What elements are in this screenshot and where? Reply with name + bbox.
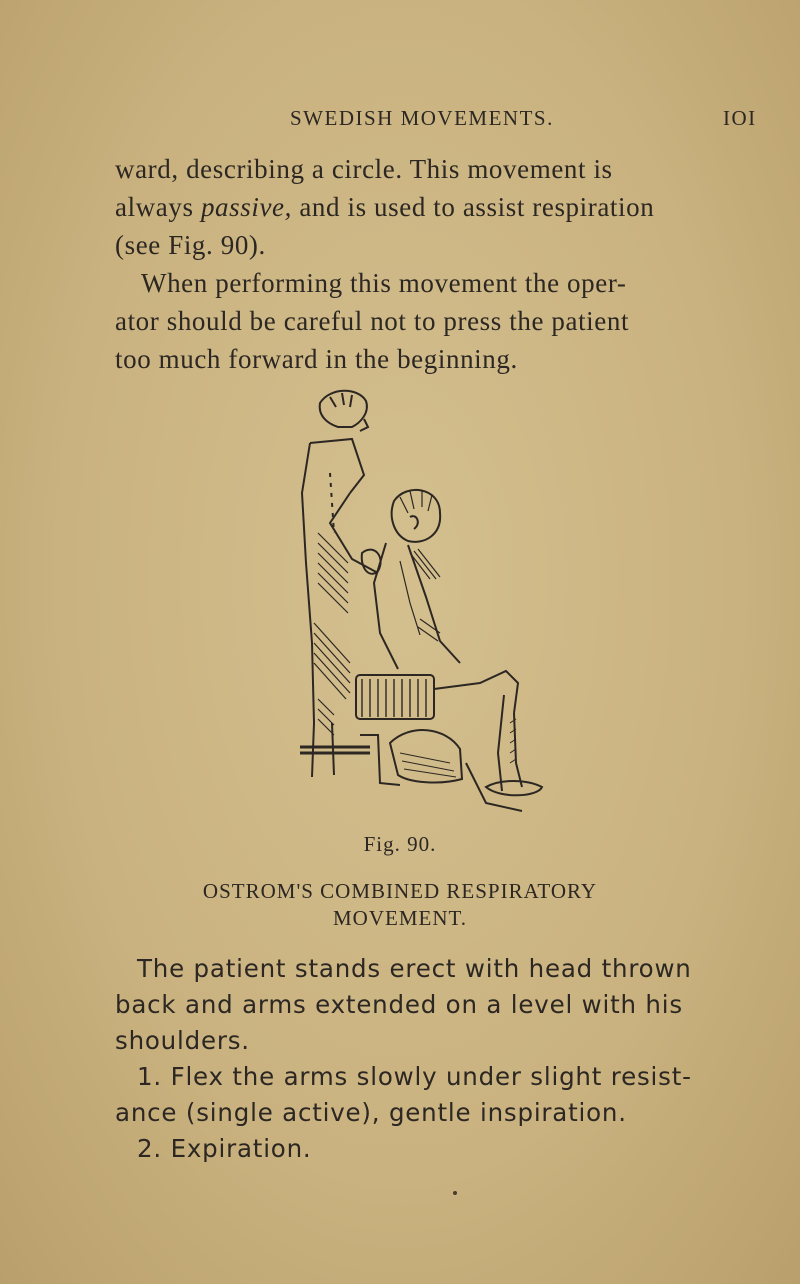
floor-line xyxy=(466,763,522,811)
paragraph-continuation xyxy=(115,150,705,264)
section-heading xyxy=(0,878,800,932)
text-line: The patient stands erect with head thrown xyxy=(137,954,692,983)
figure-caption: Fig. 90. xyxy=(363,832,437,856)
ink-spot xyxy=(453,1191,457,1195)
text-line: ward, describing a circle. This movement is xyxy=(115,154,613,184)
operator-shading xyxy=(314,533,350,735)
step-item-continued: ance (single active), gentle inspiration. xyxy=(115,1098,627,1127)
text-line: ator should be careful not to press the patient xyxy=(115,306,630,336)
figure-illustration xyxy=(290,383,550,823)
paragraph-caution xyxy=(115,264,705,378)
movement-description xyxy=(115,951,715,1167)
text-run: and is used to assist respiration xyxy=(291,192,655,222)
text-run: always xyxy=(115,192,201,222)
patient-shin xyxy=(498,695,504,791)
text-line: too much forward in the beginning. xyxy=(115,344,518,374)
step-item: 1. Flex the arms slowly under slight resist- xyxy=(137,1062,692,1091)
stool-seat xyxy=(356,675,434,719)
knee-hatch xyxy=(400,753,456,777)
patient-ear xyxy=(410,516,418,529)
floor-bar xyxy=(300,747,370,753)
text-line: (see Fig. 90). xyxy=(115,230,266,260)
patient-front xyxy=(374,543,398,669)
patient-head xyxy=(392,490,440,542)
patient-foot xyxy=(486,781,542,795)
text-line: back and arms extended on a level with his xyxy=(115,990,683,1019)
stool-slats xyxy=(362,679,426,717)
patient-knee-shadow xyxy=(390,730,462,782)
text-line: When performing this movement the oper- xyxy=(141,268,627,298)
patient-hair xyxy=(400,491,432,513)
running-head: SWEDISH MOVEMENTS. xyxy=(290,106,554,130)
patient-thigh xyxy=(434,671,518,713)
text-line: shoulders. xyxy=(115,1026,250,1055)
operator-back xyxy=(302,443,314,723)
section-heading-line: MOVEMENT. xyxy=(332,906,467,930)
section-heading-line: OSTROM'S COMBINED RESPIRATORY xyxy=(202,879,598,903)
text-line xyxy=(115,188,705,226)
page-number: IOI xyxy=(723,106,757,130)
patient-back xyxy=(408,545,460,663)
step-item: 2. Expiration. xyxy=(137,1134,312,1163)
operator-arm xyxy=(330,493,378,573)
operator-shoulders xyxy=(310,439,364,493)
italic-term: passive, xyxy=(200,192,292,222)
operator-hair xyxy=(330,393,352,407)
